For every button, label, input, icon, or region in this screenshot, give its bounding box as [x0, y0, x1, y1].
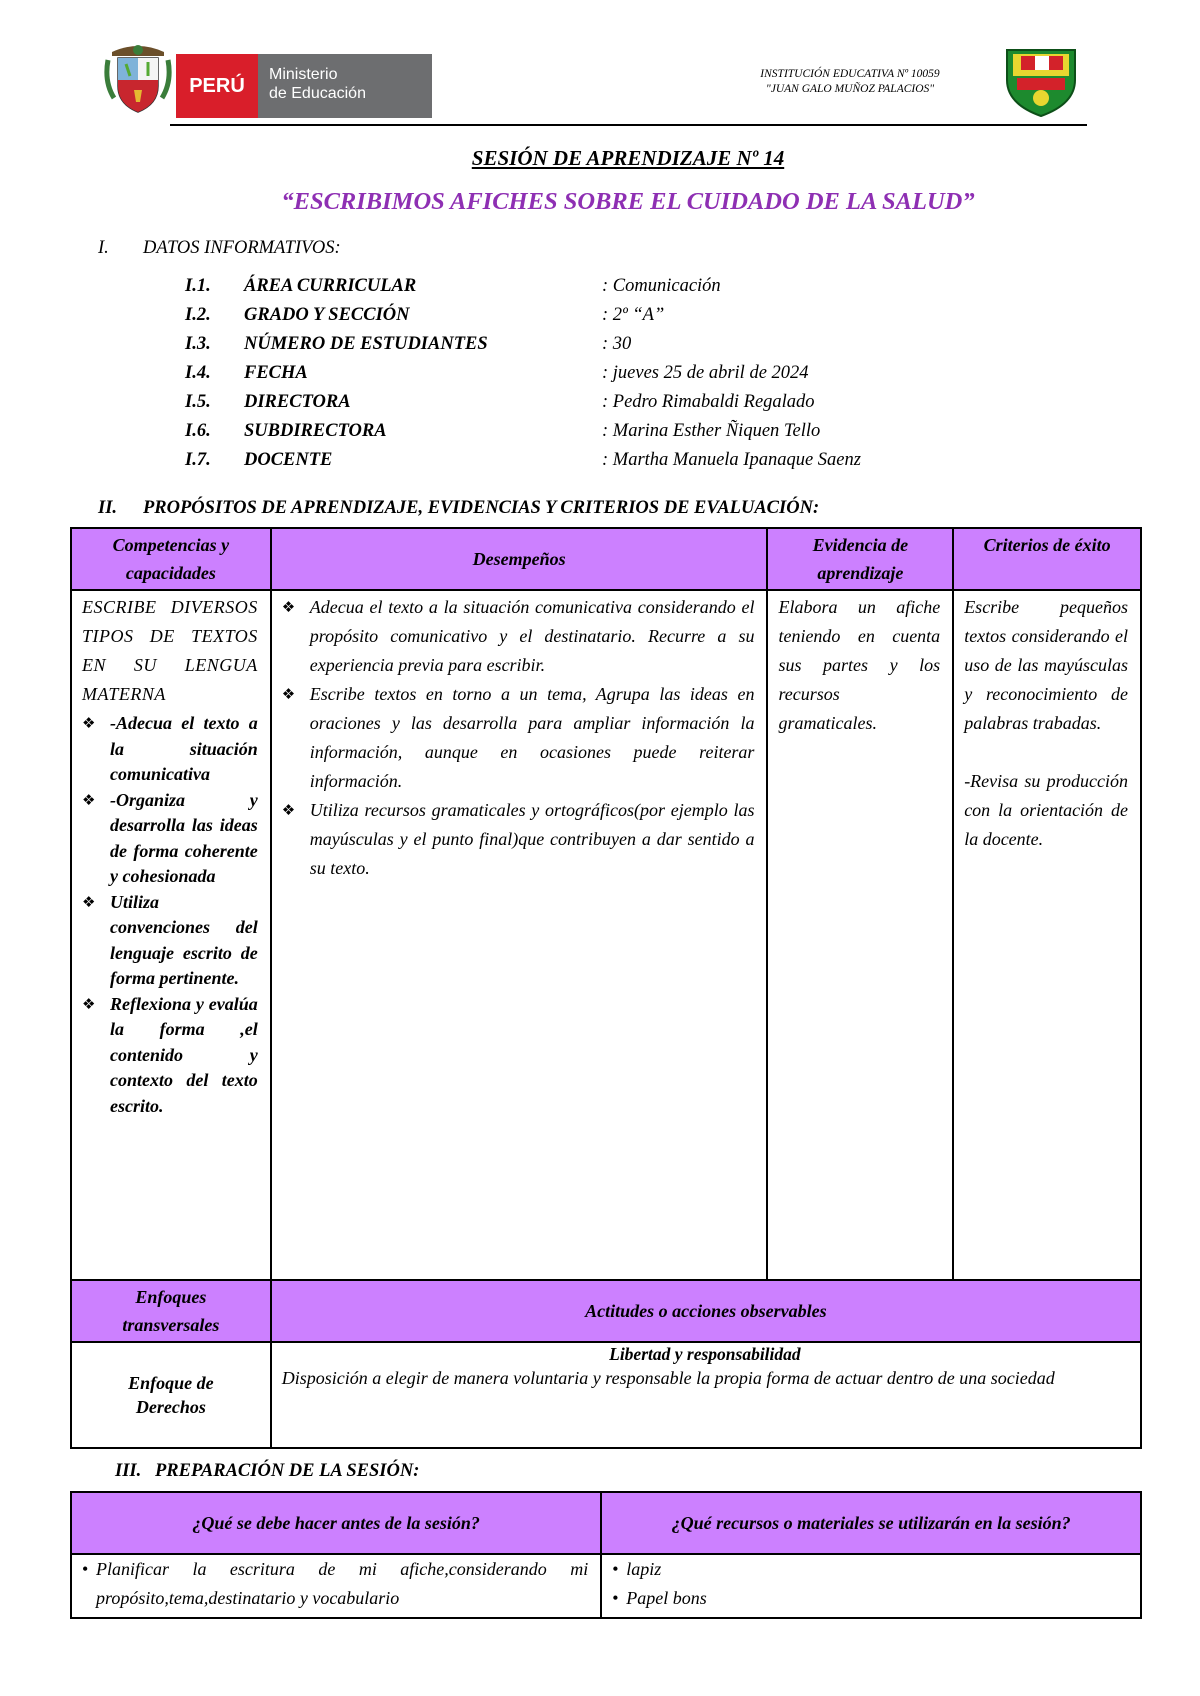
antes-cell	[71, 1554, 601, 1618]
header-antes: ¿Qué se debe hacer antes de la sesión?	[71, 1492, 601, 1554]
desempeno-item	[282, 593, 755, 680]
dato-number: I.7.	[185, 450, 211, 470]
dato-value: : Pedro Rimabaldi Regalado	[602, 392, 815, 412]
dato-row	[185, 417, 1002, 446]
header-actitudes: Actitudes o acciones observables	[271, 1280, 1141, 1342]
header-divider	[170, 124, 1087, 126]
list-item	[82, 1555, 588, 1613]
dato-key: SUBDIRECTORA	[244, 421, 387, 441]
actitud-text: Disposición a elegir de manera voluntaria y responsable la propia forma de actuar dentro de una sociedad	[281, 1368, 1055, 1388]
criterios-cell	[953, 590, 1141, 1280]
dato-key: DIRECTORA	[244, 392, 351, 412]
peru-coat-of-arms-icon	[104, 42, 172, 118]
desempeno-text: Escribe textos en torno a un tema, Agrupa las ideas en oraciones y las desarrolla para ampliar información la información, aunque en ocasiones puede reiterar información.	[309, 684, 755, 791]
section-1-heading	[98, 238, 341, 259]
diamond-bullet-icon: ❖	[82, 892, 96, 911]
section-1-number: I.	[98, 238, 109, 258]
evidencia-text: Elabora un afiche teniendo en cuenta sus partes y los recursos gramaticales.	[778, 597, 941, 733]
session-title: SESIÓN DE APRENDIZAJE Nº 14	[471, 146, 785, 170]
antes-text: Planificar la escritura de mi afiche,considerando mi propósito,tema,destinatario y vocabulario	[96, 1559, 589, 1608]
section-2-number: II.	[98, 498, 118, 518]
capacidad-text: Utiliza convenciones del lenguaje escrito de forma pertinente.	[110, 891, 258, 988]
school-shield-icon	[1003, 46, 1079, 118]
desempeno-text: Adecua el texto a la situación comunicativa considerando el propósito comunicativo y el destinatario. Recurre a su experiencia previa para escribir.	[309, 597, 755, 675]
desempeno-item	[282, 680, 755, 796]
section-3-heading	[115, 1461, 419, 1482]
header-criterios: Criterios de éxito	[953, 528, 1141, 590]
dato-value: : jueves 25 de abril de 2024	[602, 363, 809, 383]
dato-number: I.2.	[185, 305, 211, 325]
ministerio-educacion-logo	[176, 54, 432, 118]
enfoques-header-row	[71, 1280, 1141, 1342]
recurso-text: Papel bons	[626, 1588, 707, 1608]
competencia-text: ESCRIBE DIVERSOS TIPOS DE TEXTOS EN SU LENGUA MATERNA	[82, 597, 258, 704]
capacidad-text: Reflexiona y evalúa la forma ,el contenido y contexto del texto escrito.	[110, 993, 258, 1116]
capacidad-item	[82, 890, 258, 992]
capacidad-text: -Organiza y desarrolla las ideas de forma coherente y cohesionada	[110, 789, 258, 886]
dato-number: I.4.	[185, 363, 211, 383]
dato-number: I.1.	[185, 276, 211, 296]
table-content-row	[71, 1554, 1141, 1618]
preparation-table	[70, 1491, 1142, 1619]
recurso-text: lapiz	[626, 1559, 662, 1579]
list-item	[612, 1584, 1128, 1613]
dato-row	[185, 330, 1002, 359]
dato-key: ÁREA CURRICULAR	[244, 276, 417, 296]
institution-name	[700, 67, 1000, 97]
section-3-number: III.	[115, 1461, 142, 1481]
dato-row	[185, 301, 1002, 330]
dato-number: I.5.	[185, 392, 211, 412]
table-content-row	[71, 590, 1141, 1280]
diamond-bullet-icon: ❖	[281, 685, 296, 703]
dato-value: : Marina Esther Ñiquen Tello	[602, 421, 821, 441]
dot-bullet-icon: •	[82, 1559, 89, 1579]
evaluation-table	[70, 527, 1142, 1449]
recursos-cell	[601, 1554, 1141, 1618]
institution-line-1: INSTITUCIÓN EDUCATIVA Nº 10059	[760, 68, 940, 80]
peru-brand-label: PERÚ	[176, 54, 258, 118]
criterio-text: -Revisa su producción con la orientación de la docente.	[964, 771, 1128, 849]
section-2-heading	[98, 498, 819, 519]
diamond-bullet-icon: ❖	[82, 714, 96, 732]
dot-bullet-icon: •	[612, 1559, 619, 1579]
diamond-bullet-icon: ❖	[82, 790, 96, 809]
dato-key: DOCENTE	[244, 450, 333, 470]
dato-value: : Martha Manuela Ipanaque Saenz	[602, 450, 861, 470]
desempeno-text: Utiliza recursos gramaticales y ortográficos(por ejemplo las mayúsculas y el punto final)que contribuyen a dar sentido a su texto.	[309, 800, 755, 878]
header-recursos: ¿Qué recursos o materiales se utilizarán en la sesión?	[601, 1492, 1141, 1554]
desempeno-item	[282, 796, 755, 883]
dato-row	[185, 388, 1002, 417]
section-1-title: DATOS INFORMATIVOS:	[143, 238, 341, 258]
dato-row	[185, 272, 1002, 301]
evidencia-cell	[767, 590, 953, 1280]
capacidad-item	[82, 788, 258, 890]
dato-key: NÚMERO DE ESTUDIANTES	[244, 334, 488, 354]
dato-value: : 30	[602, 334, 632, 354]
ministry-name-line-2: de Educación	[269, 85, 366, 102]
table-header-row	[71, 1492, 1141, 1554]
capacidad-item	[82, 992, 258, 1120]
diamond-bullet-icon: ❖	[82, 994, 96, 1013]
dato-value: : 2º “A”	[602, 305, 665, 325]
enfoques-content-row	[71, 1342, 1141, 1448]
dato-key: GRADO Y SECCIÓN	[244, 305, 410, 325]
table-header-row	[71, 528, 1141, 590]
valor-text: Libertad y responsabilidad	[609, 1344, 801, 1364]
diamond-bullet-icon: ❖	[281, 598, 296, 616]
dato-value: : Comunicación	[602, 276, 721, 296]
institution-line-2: "JUAN GALO MUÑOZ PALACIOS"	[765, 83, 935, 95]
datos-informativos-list	[185, 272, 1002, 475]
dato-key: FECHA	[244, 363, 308, 383]
dato-number: I.3.	[185, 334, 211, 354]
diamond-bullet-icon: ❖	[281, 801, 296, 819]
list-item	[612, 1555, 1128, 1584]
session-subtitle: “ESCRIBIMOS AFICHES SOBRE EL CUIDADO DE LA SALUD”	[281, 188, 975, 215]
dato-number: I.6.	[185, 421, 211, 441]
header-desempenos: Desempeños	[271, 528, 768, 590]
ministry-name-line-1: Ministerio	[269, 66, 338, 83]
criterio-text: Escribe pequeños textos considerando el uso de las mayúsculas y reconocimiento de palabras trabadas.	[964, 597, 1128, 733]
capacidad-text: -Adecua el texto a la situación comunicativa	[110, 713, 258, 784]
dato-row	[185, 359, 1002, 388]
enfoque-cell: Enfoque de Derechos	[71, 1342, 271, 1448]
capacidad-item	[82, 711, 258, 788]
competencias-cell	[71, 590, 271, 1280]
section-3-title: PREPARACIÓN DE LA SESIÓN:	[155, 1461, 420, 1481]
desempenos-cell	[271, 590, 768, 1280]
header-evidencia: Evidencia de aprendizaje	[767, 528, 953, 590]
dato-row	[185, 446, 1002, 475]
dot-bullet-icon: •	[612, 1588, 619, 1608]
header-competencias: Competencias y capacidades	[71, 528, 271, 590]
header-enfoques: Enfoques transversales	[71, 1280, 271, 1342]
section-2-title: PROPÓSITOS DE APRENDIZAJE, EVIDENCIAS Y CRITERIOS DE EVALUACIÓN:	[143, 498, 820, 518]
actitud-cell	[271, 1342, 1141, 1448]
